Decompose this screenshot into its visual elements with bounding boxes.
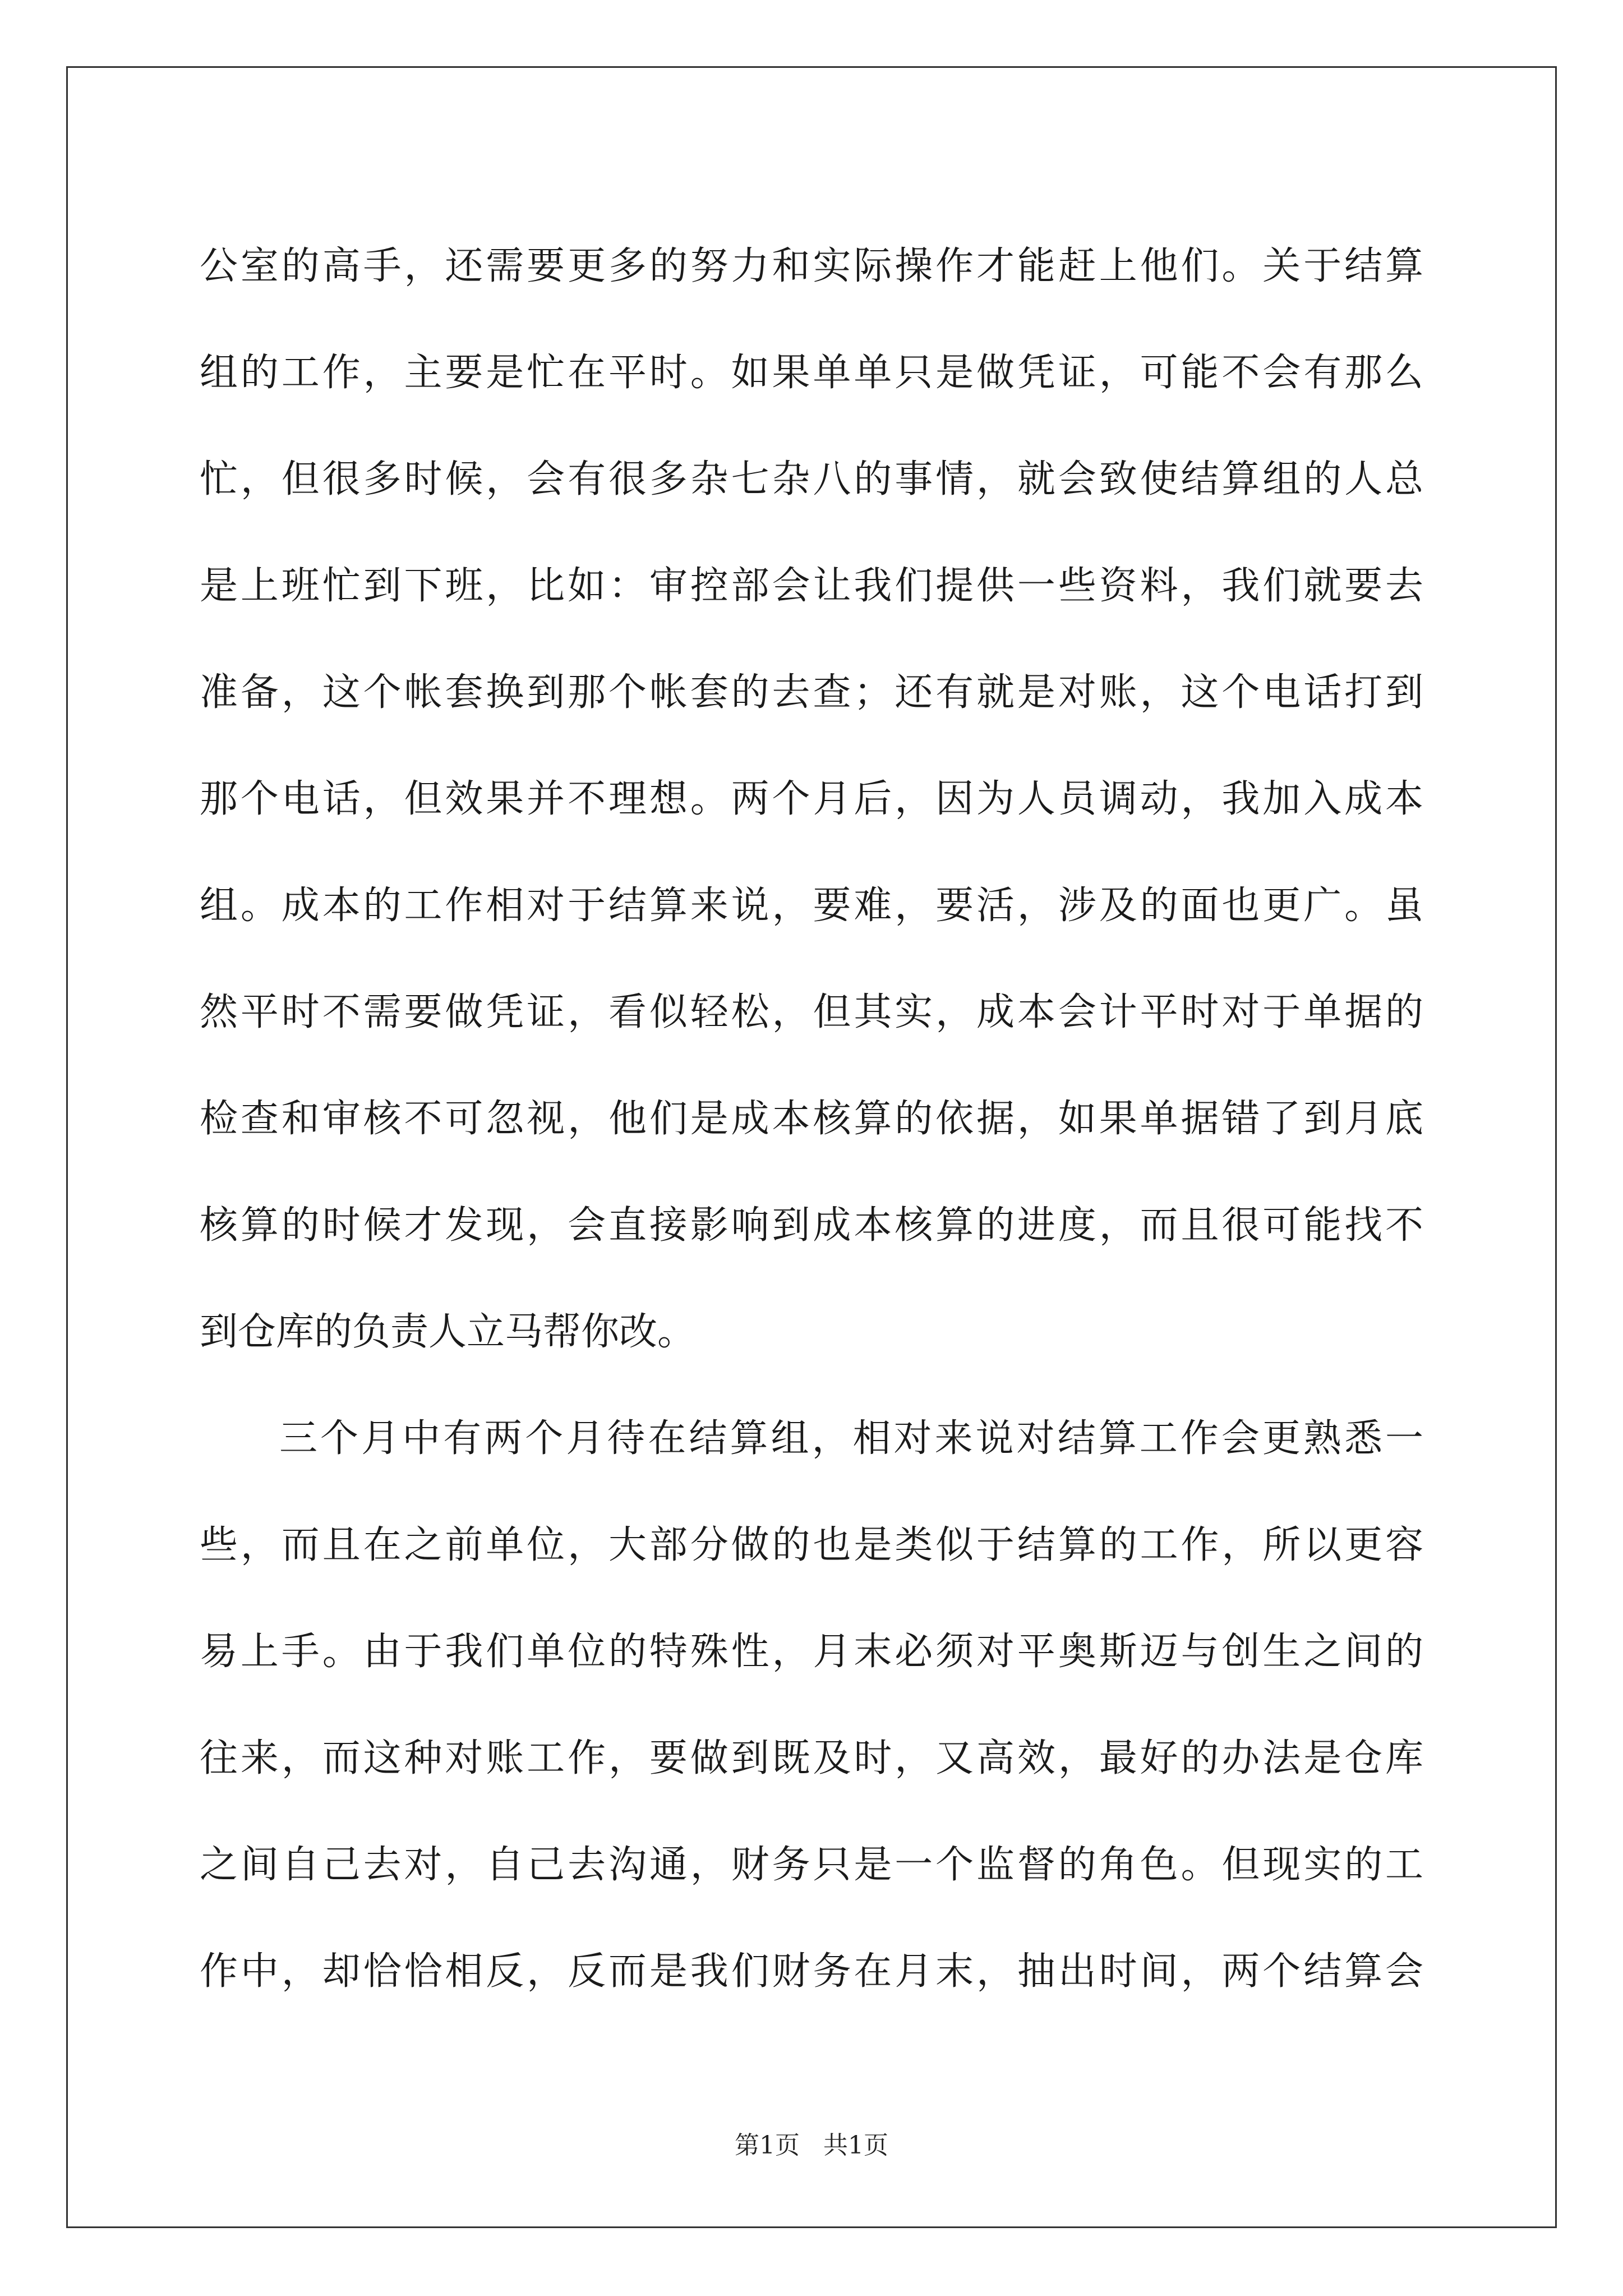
text-line: 然平时不需要做凭证，看似轻松，但其实，成本会计平时对于单据的 xyxy=(200,990,1423,1034)
page-number: 第1页 xyxy=(735,2131,800,2160)
text-line: 准备，这个帐套换到那个帐套的去查；还有就是对账，这个电话打到 xyxy=(200,670,1423,715)
text-line: 是上班忙到下班，比如：审控部会让我们提供一些资料，我们就要去 xyxy=(200,564,1423,608)
page-footer xyxy=(0,2125,1623,2161)
text-line: 忙，但很多时候，会有很多杂七杂八的事情，就会致使结算组的人总 xyxy=(200,457,1423,501)
text-line: 作中，却恰恰相反，反而是我们财务在月末，抽出时间，两个结算会 xyxy=(200,1949,1423,1994)
text-line: 组。成本的工作相对于结算来说，要难，要活，涉及的面也更广。虽 xyxy=(200,884,1423,928)
paragraph-2 xyxy=(200,1386,1423,2025)
text-line: 公室的高手，还需要更多的努力和实际操作才能赶上他们。关于结算 xyxy=(200,244,1423,288)
text-line: 往来，而这种对账工作，要做到既及时，又高效，最好的办法是仓库 xyxy=(200,1736,1423,1780)
text-line: 那个电话，但效果并不理想。两个月后，因为人员调动，我加入成本 xyxy=(200,777,1423,821)
text-line: 三个月中有两个月待在结算组，相对来说对结算工作会更熟悉一 xyxy=(279,1416,1423,1461)
page-total: 共1页 xyxy=(823,2131,888,2160)
text-line: 组的工作，主要是忙在平时。如果单单只是做凭证，可能不会有那么 xyxy=(200,351,1423,395)
text-line: 些，而且在之前单位，大部分做的也是类似于结算的工作，所以更容 xyxy=(200,1523,1423,1567)
text-line: 易上手。由于我们单位的特殊性，月末必须对平奥斯迈与创生之间的 xyxy=(200,1630,1423,1674)
text-line: 之间自己去对，自己去沟通，财务只是一个监督的角色。但现实的工 xyxy=(200,1843,1423,1887)
paragraph-1 xyxy=(200,213,1423,1386)
document-body xyxy=(200,213,1423,2025)
text-line: 核算的时候才发现，会直接影响到成本核算的进度，而且很可能找不 xyxy=(200,1203,1423,1248)
text-line: 到仓库的负责人立马帮你改。 xyxy=(200,1310,696,1354)
text-line: 检查和审核不可忽视，他们是成本核算的依据，如果单据错了到月底 xyxy=(200,1097,1423,1141)
